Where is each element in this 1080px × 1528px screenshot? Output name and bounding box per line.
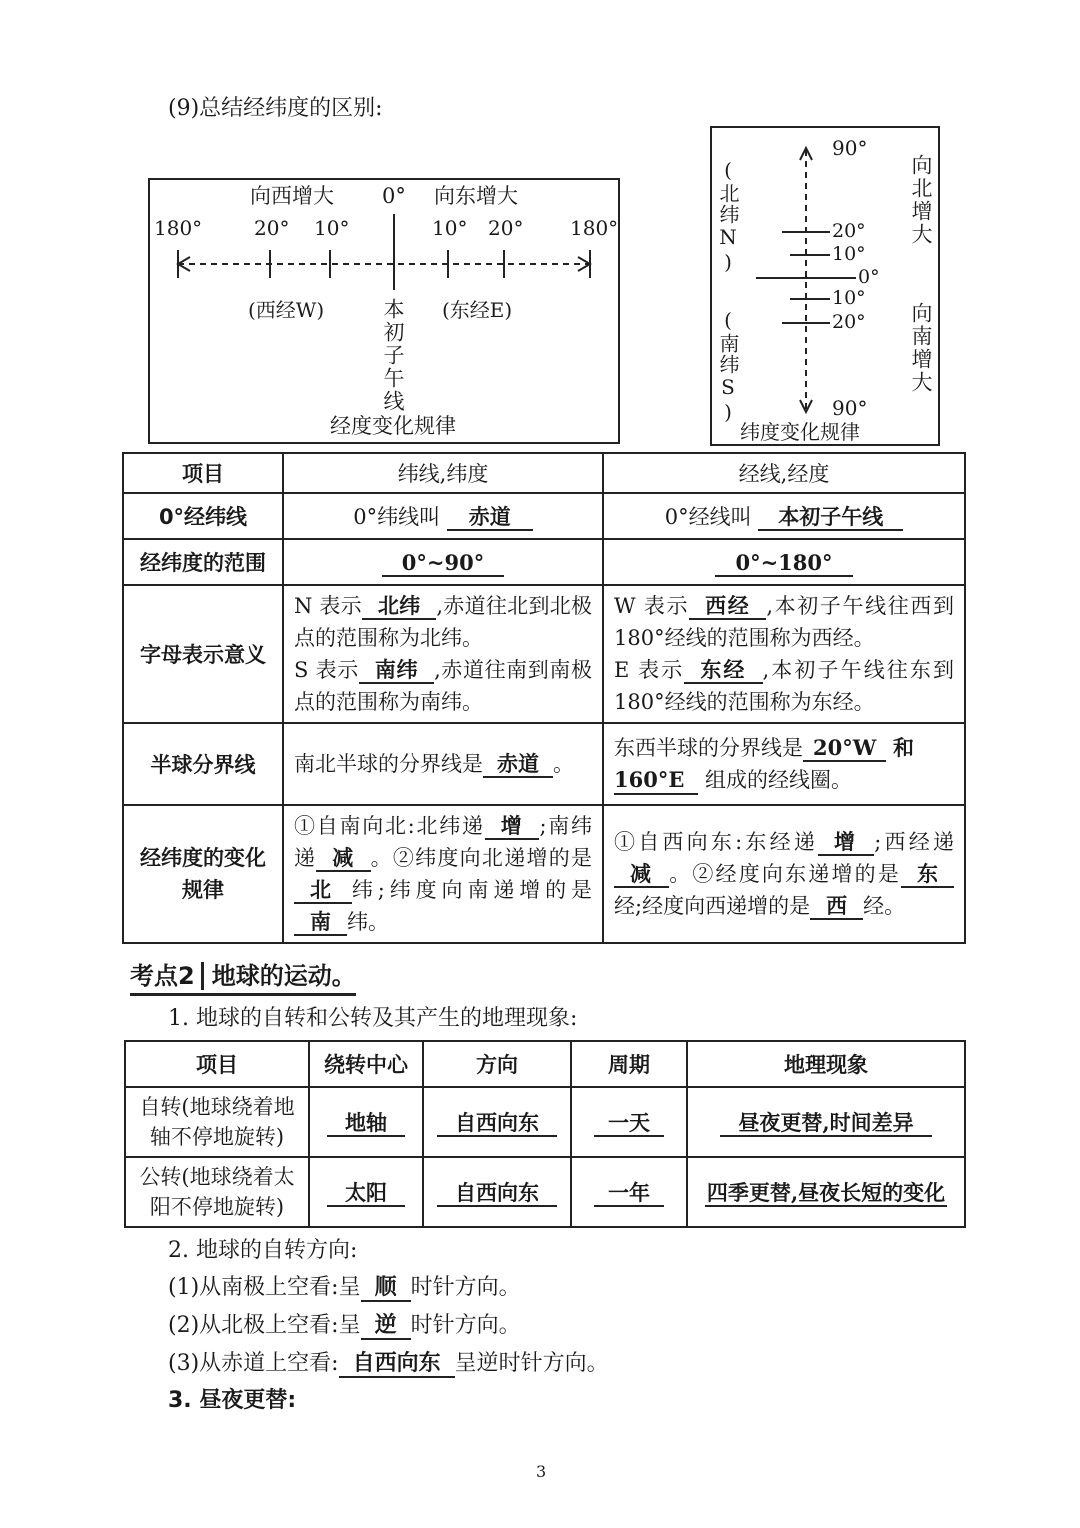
cell-text: ;西经递	[874, 830, 954, 854]
tick-label: 20°	[488, 216, 524, 240]
answer-blank: 自西向东	[437, 1110, 557, 1137]
item-3: 3. 昼夜更替:	[168, 1388, 297, 1413]
answer-blank: 0°~180°	[715, 550, 852, 577]
north-pole-latitude: 90°	[832, 136, 868, 160]
answer-blank: 北	[294, 877, 352, 904]
cell-text: W 表示	[614, 594, 690, 618]
earth-motion-table	[124, 1040, 966, 1228]
answer-blank: 东经	[684, 657, 762, 684]
table-header: 周期	[571, 1041, 687, 1087]
cell-text: E 表示	[614, 658, 685, 682]
answer-blank: 增	[818, 829, 874, 856]
table-header: 绕转中心	[309, 1041, 423, 1087]
cell-text: 和	[893, 735, 914, 760]
cell-text: ,本初子午线往东到180°经线的范围称为东经。	[614, 658, 954, 714]
answer-blank: 顺	[361, 1274, 411, 1302]
prime-meridian-label: 本初子午线	[381, 298, 405, 413]
cell-text: 0°纬线叫	[353, 505, 441, 529]
table-cell	[603, 585, 965, 723]
table-cell	[687, 1087, 965, 1157]
zero-longitude-label: 0°	[382, 184, 406, 208]
table-cell	[423, 1157, 571, 1227]
cell-text: 0°经线叫	[664, 505, 752, 529]
answer-blank: 本初子午线	[758, 504, 903, 531]
east-increase-label: 向东增大	[434, 184, 518, 208]
answer-blank: 自西向东	[339, 1350, 455, 1378]
longitude-diagram	[148, 178, 620, 444]
table-cell	[603, 805, 965, 943]
table-header: 经线,经度	[603, 453, 965, 493]
answer-blank: 赤道	[447, 504, 533, 531]
cell-text: ①自南向北:北纬递	[294, 814, 485, 838]
answer-blank: 太阳	[327, 1180, 405, 1207]
cell-text: 南北半球的分界线是	[294, 752, 483, 776]
answer-blank: 地轴	[327, 1110, 405, 1137]
south-pole-latitude: 90°	[832, 396, 868, 420]
cell-text: 组成的经线圈。	[705, 768, 853, 792]
line-text: (2)从北极上空看:呈	[168, 1313, 361, 1338]
east-longitude-label: (东经E)	[442, 298, 513, 322]
tick-label: 20°	[832, 311, 866, 333]
cell-text: 经;经度向西递增的是	[614, 894, 811, 918]
tick-label: 0°	[858, 266, 880, 288]
cell-text: 。②纬度向北递增的是	[370, 846, 593, 870]
table-header: 地理现象	[687, 1041, 965, 1087]
item-2: 2. 地球的自转方向:	[168, 1238, 358, 1263]
answer-blank: 一年	[594, 1180, 664, 1207]
cell-text: 东西半球的分界线是	[614, 736, 803, 760]
answer-blank: 减	[316, 845, 370, 872]
answer-blank: 西经	[689, 593, 766, 620]
latitude-diagram-caption: 纬度变化规律	[740, 420, 860, 444]
line-text: (1)从南极上空看:呈	[168, 1275, 361, 1300]
answer-blank: 0°~90°	[382, 550, 504, 577]
west-longitude-label: (西经W)	[248, 298, 325, 322]
table-cell	[283, 723, 603, 805]
answer-blank: 四季更替,昼夜长短的变化	[706, 1180, 946, 1205]
rotation-line-1	[168, 1276, 521, 1299]
cell-text: 。②经度向东递增的是	[669, 862, 902, 886]
longitude-diagram-caption: 经度变化规律	[330, 414, 456, 438]
section-tag: 考点2	[130, 962, 195, 990]
lat-lon-comparison-table	[122, 452, 966, 944]
south-latitude-label: (南纬S)	[716, 308, 740, 425]
answer-blank: 南纬	[359, 657, 434, 684]
table-cell	[603, 539, 965, 585]
tick-label: 10°	[832, 287, 866, 309]
answer-blank: 北纬	[362, 593, 437, 620]
answer-blank: 东	[901, 861, 954, 888]
table-cell	[283, 539, 603, 585]
tick-label: 180°	[154, 216, 203, 240]
table-header: 方向	[423, 1041, 571, 1087]
cell-text: ①自西向东:东经递	[614, 830, 819, 854]
tick-label: 20°	[832, 220, 866, 242]
west-increase-label: 向西增大	[250, 184, 334, 208]
table-cell	[309, 1087, 423, 1157]
row-label: 0°经纬线	[123, 493, 283, 539]
north-latitude-label: (北纬N)	[716, 158, 740, 275]
section-9-heading: (9)总结经纬度的区别:	[168, 96, 383, 121]
rotation-line-3	[168, 1352, 609, 1375]
page-number: 3	[536, 1462, 547, 1481]
tick-label: 10°	[432, 216, 468, 240]
table-header: 项目	[123, 453, 283, 493]
table-cell	[309, 1157, 423, 1227]
tick-label: 10°	[314, 216, 350, 240]
latitude-diagram	[710, 126, 940, 446]
row-label: 经纬度的变化规律	[123, 805, 283, 943]
cell-text: 经。	[863, 894, 906, 918]
answer-blank: 减	[614, 861, 669, 888]
table-cell	[571, 1157, 687, 1227]
table-cell	[571, 1087, 687, 1157]
answer-blank: 自西向东	[437, 1180, 557, 1207]
latitude-axis	[712, 128, 938, 444]
row-label: 经纬度的范围	[123, 539, 283, 585]
north-increase-label: 向北增大	[909, 154, 933, 246]
answer-blank: 一天	[594, 1110, 664, 1137]
line-text: 呈逆时针方向。	[454, 1351, 609, 1376]
answer-blank: 南	[294, 909, 347, 936]
row-label: 字母表示意义	[123, 585, 283, 723]
table-cell	[283, 585, 603, 723]
table-cell	[603, 723, 965, 805]
answer-blank: 逆	[361, 1312, 411, 1340]
table-cell	[283, 493, 603, 539]
cell-text: ,本初子午线往西到180°经线的范围称为西经。	[614, 594, 955, 650]
table-cell: 公转(地球绕着太阳不停地旋转)	[125, 1157, 309, 1227]
tick-label: 180°	[570, 216, 619, 240]
answer-blank: 20°W	[803, 735, 886, 762]
cell-text: N 表示	[294, 594, 362, 618]
answer-blank: 160°E	[614, 767, 698, 795]
table-cell	[687, 1157, 965, 1227]
table-cell	[283, 805, 603, 943]
south-increase-label: 向南增大	[909, 302, 933, 394]
answer-blank: 赤道	[483, 751, 553, 778]
cell-text: ,赤道往南到南极点的范围称为南纬。	[294, 658, 592, 714]
section-title: 地球的运动。	[211, 962, 356, 990]
line-text: 时针方向。	[410, 1275, 521, 1300]
cell-text: ,赤道往北到北极点的范围称为北纬。	[294, 594, 592, 650]
answer-blank: 昼夜更替,时间差异	[720, 1110, 931, 1137]
row-label: 半球分界线	[123, 723, 283, 805]
cell-text: 纬。	[347, 910, 389, 934]
table-cell	[423, 1087, 571, 1157]
table-header: 纬线,纬度	[283, 453, 603, 493]
answer-blank: 增	[485, 813, 540, 840]
line-text: (3)从赤道上空看:	[168, 1351, 339, 1376]
answer-blank: 西	[810, 893, 863, 920]
cell-text: ;南纬递	[294, 814, 593, 870]
rotation-line-2	[168, 1314, 521, 1337]
item-1: 1. 地球的自转和公转及其产生的地理现象:	[168, 1006, 578, 1031]
tick-label: 20°	[254, 216, 290, 240]
cell-text: 纬;纬度向南递增的是	[351, 878, 593, 902]
section-2-heading	[130, 956, 356, 996]
table-header: 项目	[125, 1041, 309, 1087]
table-cell	[603, 493, 965, 539]
cell-text: 。	[553, 752, 574, 776]
cell-text: S 表示	[294, 658, 359, 682]
tick-label: 10°	[832, 243, 866, 265]
line-text: 时针方向。	[410, 1313, 521, 1338]
table-cell: 自转(地球绕着地轴不停地旋转)	[125, 1087, 309, 1157]
